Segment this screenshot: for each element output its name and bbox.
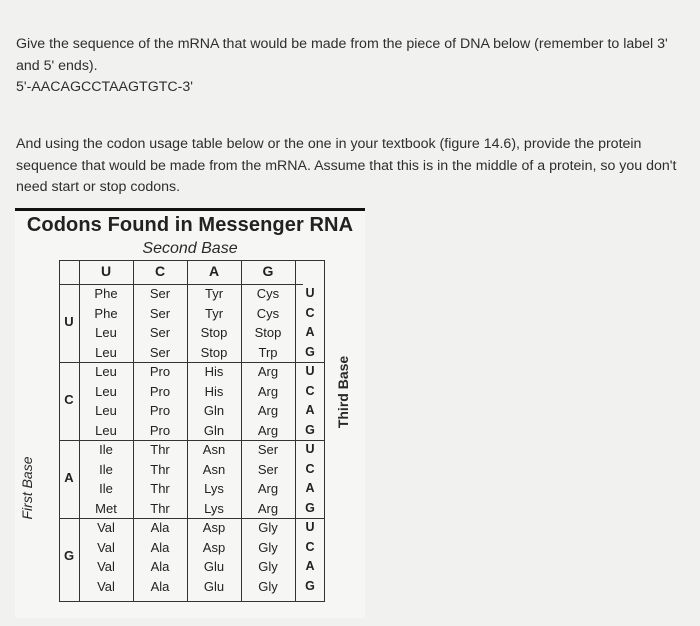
amino-acid-cell: Asp [202,520,226,535]
dna-sequence: 5'-AACAGCCTAAGTGTC-3' [16,79,193,95]
amino-acid-cell: Ile [99,481,113,496]
amino-acid-cell: Ile [99,461,113,477]
first-base-a: A [64,470,74,485]
third-base-g: G [305,422,315,437]
amino-acid-cell: Stop [254,325,282,340]
third-base-a: A [305,559,315,573]
amino-acid-cell: Ala [150,520,170,535]
third-base-g: G [305,500,315,515]
amino-acid-cell: Tyr [204,286,224,301]
second-base-header-row [59,260,303,285]
amino-acid-cell: Pro [149,383,171,399]
table-top-rule [15,208,365,211]
amino-acid-cell: Stop [200,344,228,360]
amino-acid-cell: Val [97,559,115,574]
third-base-a: A [305,481,315,495]
amino-acid-cell: Leu [95,422,117,438]
amino-acid-cell: Thr [150,500,170,516]
amino-acid-cell: Thr [150,442,170,457]
question-part-2: And using the codon usage table below or the one in your textbook (figure 14.6), provide the protein sequence that would be made from the mRNA. Assume that this is in the middle of a protein, so you don't need start or stop codons. [16,136,677,195]
amino-acid-cell: Ala [150,578,170,594]
amino-acid-cell: Lys [204,500,224,516]
amino-acid-cell: His [204,383,224,399]
third-base-a: A [305,403,315,417]
third-base-u: U [305,286,315,300]
amino-acid-cell: Arg [257,364,279,379]
amino-acid-cell: Stop [200,325,228,340]
group-divider [59,440,325,441]
amino-acid-cell: Asn [202,461,226,477]
amino-acid-cell: His [204,364,224,379]
amino-acid-cell: Val [97,578,115,594]
first-base-label: First Base [19,456,35,520]
amino-acid-cell: Gln [203,403,225,418]
second-base-header-u: U [100,263,112,279]
amino-acid-cell: Leu [95,325,117,340]
grid-vertical-line [295,260,296,602]
amino-acid-cell: Ser [149,325,171,340]
second-base-label: Second Base [142,240,238,257]
second-base-header-c: C [154,263,166,279]
second-base-header-g: G [262,263,274,279]
amino-acid-cell: Arg [257,500,279,516]
amino-acid-cell: Ser [257,442,279,457]
amino-acid-cell: Ile [99,442,113,457]
amino-acid-cell: Gly [258,520,278,535]
amino-acid-cell: Val [97,520,115,535]
amino-acid-cell: Arg [257,403,279,418]
amino-acid-cell: Tyr [204,305,224,321]
amino-acid-cell: Gly [258,578,278,594]
amino-acid-cell: Ser [149,286,171,301]
amino-acid-cell: Glu [203,559,225,574]
amino-acid-cell: Leu [95,383,117,399]
amino-acid-cell: Ala [150,539,170,555]
amino-acid-cell: Arg [257,481,279,496]
amino-acid-cell: Arg [257,383,279,399]
third-base-u: U [305,442,315,456]
amino-acid-cell: Thr [150,461,170,477]
third-base-a: A [305,325,315,339]
third-base-g: G [305,578,315,593]
amino-acid-cell: Pro [149,403,171,418]
amino-acid-cell: Ser [149,344,171,360]
amino-acid-cell: Phe [94,286,118,301]
amino-acid-cell: Pro [149,364,171,379]
amino-acid-cell: Pro [149,422,171,438]
second-base-header-a: A [208,263,220,279]
amino-acid-cell: Asn [202,442,226,457]
amino-acid-cell: Cys [256,305,280,321]
question-part-1 [16,34,692,99]
amino-acid-cell: Ser [257,461,279,477]
amino-acid-cell: Trp [258,344,278,360]
codon-table [15,208,365,618]
question-instructions: Give the sequence of the mRNA that would be made from the piece of DNA below (remember to label 3' and 5' ends). [16,36,668,74]
amino-acid-cell: Gln [203,422,225,438]
third-base-c: C [305,383,315,398]
amino-acid-cell: Leu [95,344,117,360]
amino-acid-cell: Glu [203,578,225,594]
amino-acid-cell: Cys [256,286,280,301]
amino-acid-cell: Lys [204,481,224,496]
amino-acid-cell: Val [97,539,115,555]
first-base-g: G [63,548,75,563]
amino-acid-cell: Ala [150,559,170,574]
amino-acid-cell: Asp [202,539,226,555]
table-title: Codons Found in Messenger RNA [26,214,354,236]
third-base-c: C [305,539,315,554]
third-base-c: C [305,305,315,320]
amino-acid-cell: Gly [258,539,278,555]
group-divider [59,362,325,363]
amino-acid-cell: Ser [149,305,171,321]
amino-acid-cell: Thr [150,481,170,496]
first-base-u: U [64,314,74,329]
first-base-c: C [64,392,74,407]
amino-acid-cell: Met [95,500,117,516]
amino-acid-cell: Leu [95,403,117,418]
third-base-c: C [305,461,315,476]
group-divider [59,518,325,519]
amino-acid-cell: Leu [95,364,117,379]
amino-acid-cell: Phe [94,305,118,321]
third-base-label: Third Base [335,355,351,429]
third-base-g: G [305,344,315,359]
amino-acid-cell: Arg [257,422,279,438]
third-base-u: U [305,364,315,378]
third-base-u: U [305,520,315,534]
amino-acid-cell: Gly [258,559,278,574]
